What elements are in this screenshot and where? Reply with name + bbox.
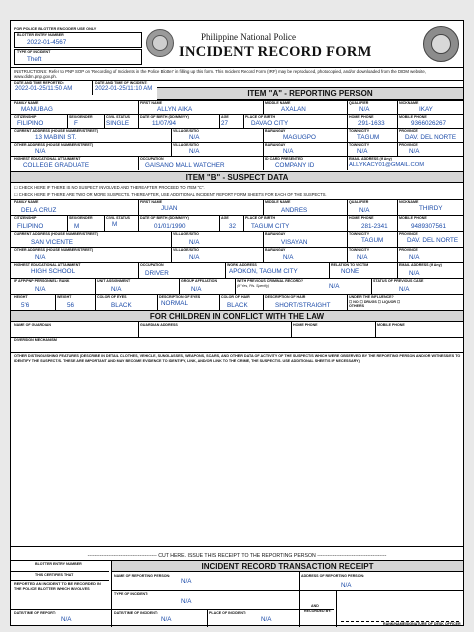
receipt-name: N/A xyxy=(181,578,192,585)
b-rank: N/A xyxy=(35,286,46,293)
didm-seal-icon xyxy=(423,26,459,62)
b-prev-case-label: STATUS OF PREVIOUS CASE xyxy=(373,279,424,283)
b-email-label: EMAIL ADDRESS (If Any) xyxy=(399,263,442,267)
receipt-and-label: AND xyxy=(311,604,319,608)
a-province-label: PROVINCE xyxy=(399,129,418,133)
blotter-entry-label: BLOTTER ENTRY NUMBER xyxy=(17,33,64,37)
receipt-type: N/A xyxy=(181,598,192,605)
a-middle-name-label: MIDDLE NAME xyxy=(265,101,291,105)
b-other-village-label: VILLAGE/SITIO xyxy=(173,248,199,252)
a-sex-label: SEX/GENDER xyxy=(69,115,93,119)
a-mobile-label: MOBILE PHONE xyxy=(399,115,427,119)
cicl-title: FOR CHILDREN IN CONFLICT WITH THE LAW xyxy=(11,310,463,322)
diversion-label: DIVERSION MECHANISM xyxy=(14,338,57,342)
distinguishing-features-label: OTHER DISTINGUISHING FEATURES (DESCRIBE IN DETAIL CLOTHES, VEHICLE, SUNGLASSES, WEAPONS, SCARS, AND OTHER DATA OF ACTIVITY OF THE SUSPECT/S WHICH WERE OBSERVED BY THE REPORTING PERSON AND/OR WITNESS/ES TO IDENTIFY THE SUSPECT/S. THESE ARE IMPORTANT AND MAY BECOME EVIDENCE TO IDENTIFY, LINK, AND/OR LINK TO THE CRIME, THE SUSPECT/S. USE ADDITIONAL SHEET/S IF NECESSARY) xyxy=(14,354,461,363)
a-current-address: 13 MABINI ST. xyxy=(35,134,77,141)
item-b-title: ITEM "B" - SUSPECT DATA xyxy=(11,171,463,183)
desk-officer-label: RANK/NAME/SIGNATURE OF DESK OFFICER xyxy=(383,622,461,626)
a-pob: DAVAO CITY xyxy=(251,120,289,127)
b-criminal-record-options[interactable]: (If Yes, Pls. Specify) xyxy=(237,284,270,288)
a-occupation: GAISANO MALL WATCHER xyxy=(145,162,225,169)
a-sex: F xyxy=(74,120,78,127)
date-incident-value: 2022-01-25/11:10 AM xyxy=(95,86,153,92)
a-id-card: COMPANY ID xyxy=(275,162,315,169)
b-influence-options[interactable]: ☐ NO ☐ DRUGS ☐ LIQUOR ☐ OTHERS xyxy=(349,300,401,309)
reported-text: REPORTED AN INCIDENT TO BE RECORDED IN THE POLICE BLOTTER WHICH INVOLVES xyxy=(14,582,101,591)
b-prev-case: N/A xyxy=(399,286,410,293)
a-home-phone: 291-1633 xyxy=(358,120,385,127)
b-family-name: DELA CRUZ xyxy=(21,207,57,214)
receipt-place-label: PLACE OF INCIDENT: xyxy=(209,611,246,615)
b-current-address: SAN VICENTE xyxy=(31,239,73,246)
cut-line: ---------------------------------------- CUT HERE. ISSUE THIS RECEIPT TO THE REPORTING PERSON ---------------------------------------- xyxy=(87,553,387,559)
b-criminal-record-label: WITH PREVIOUS CRIMINAL RECORD? xyxy=(237,279,304,283)
a-family-name: MANUBAG xyxy=(21,106,53,113)
receipt-report-dt-label: DATE/TIME OF REPORT: xyxy=(14,611,56,615)
b-first-name: JUAN xyxy=(161,205,178,212)
b-other-address-label: OTHER ADDRESS (HOUSE NUMBER/STREET) xyxy=(14,248,94,252)
date-incident-label: DATE AND TIME OF INCIDENT: xyxy=(95,81,148,85)
a-first-name-label: FIRST NAME xyxy=(140,101,162,105)
b-province-label: PROVINCE xyxy=(399,232,418,236)
a-other-address-label: OTHER ADDRESS (HOUSE NUMBER/STREET) xyxy=(14,143,94,147)
org-name: Philippine National Police xyxy=(201,32,296,42)
a-age-label: AGE xyxy=(221,115,229,119)
a-other-barangay-label: BARANGAY xyxy=(265,143,286,147)
b-influence-label: UNDER THE INFLUENCE? xyxy=(349,295,394,299)
a-id-card-label: ID CARD PRESENTED xyxy=(265,157,303,161)
b-qualifier: N/A xyxy=(359,207,370,214)
b-age: 32 xyxy=(229,223,237,230)
instructions: INSTRUCTIONS: Refer to PNP SOP on 'Recording of Incidents in the Police Blotter' in filling up this form. This Incident Record Form (IRF) may be reproduced, photocopied, and/or downloaded from the DIDM website, www.didm.pnp.gov.ph. xyxy=(14,69,426,79)
b-rank-label: IF AFP/PNP PERSONNEL: RANK xyxy=(14,279,70,283)
b-occupation: DRIVER xyxy=(145,270,169,277)
item-a-title: ITEM "A" - REPORTING PERSON xyxy=(157,87,463,100)
a-pob-label: PLACE OF BIRTH xyxy=(245,115,276,119)
a-other-village: N/A xyxy=(189,148,200,155)
a-education-label: HIGHEST EDUCATIONAL ATTAINMENT xyxy=(14,157,81,161)
b-eye-desc: NORMAL xyxy=(161,300,188,307)
receipt-address-label: ADDRESS OF REPORTING PERSON: xyxy=(301,574,365,578)
b-other-town-label: TOWN/CITY xyxy=(349,248,370,252)
a-other-village-label: VILLAGE/SITIO xyxy=(173,143,199,147)
certify-label: THIS CERTIFIES THAT xyxy=(35,573,74,577)
a-dob-label: DATE OF BIRTH (DD/MM/YY) xyxy=(140,115,189,119)
b-mobile-label: MOBILE PHONE xyxy=(399,216,427,220)
guardian-address-label: GUARDIAN ADDRESS xyxy=(140,323,178,327)
b-other-province: N/A xyxy=(409,254,420,261)
b-mobile: 9489307561 xyxy=(411,223,447,230)
a-middle-name: AXALAN xyxy=(281,106,306,113)
pnp-logo-icon xyxy=(146,29,174,57)
a-qualifier: N/A xyxy=(359,106,370,113)
b-village-label: VILLAGE/SITIO xyxy=(173,232,199,236)
b-province: DAV. DEL NORTE xyxy=(407,237,459,244)
b-other-barangay-label: BARANGAY xyxy=(265,248,286,252)
b-work-address-label: WORK ADDRESS xyxy=(227,263,257,267)
a-citizenship-label: CITIZENSHIP xyxy=(14,115,37,119)
b-unit-label: UNIT ASSIGNMENT xyxy=(97,279,131,283)
a-other-province: N/A xyxy=(409,148,420,155)
a-other-address: N/A xyxy=(35,148,46,155)
b-unit: N/A xyxy=(111,286,122,293)
b-nickname-label: NICKNAME xyxy=(399,200,419,204)
a-age: 27 xyxy=(221,120,229,127)
b-age-label: AGE xyxy=(221,216,229,220)
a-province: DAV. DEL NORTE xyxy=(405,134,457,141)
b-other-town: N/A xyxy=(357,254,368,261)
b-eye-color: BLACK xyxy=(111,302,132,309)
multiple-suspect-checkbox[interactable]: ☐ CHECK HERE IF THERE ARE TWO OR MORE SUSPECTS. THEREAFTER, USE ADDITIONAL INCIDENT REPORT FORM SHEETS FOR EACH OF THE SUSPECTS. xyxy=(14,192,327,197)
a-email-label: EMAIL ADDRESS (If Any) xyxy=(349,157,392,161)
b-eye-color-label: COLOR OF EYES xyxy=(97,295,127,299)
a-town-label: TOWN/CITY xyxy=(349,129,370,133)
a-first-name: ALLYN AIKA xyxy=(157,106,193,113)
no-suspect-checkbox[interactable]: ☐ CHECK HERE IF THERE IS NO SUSPECT INVOLVED AND THEREAFTER PROCEED TO ITEM "C". xyxy=(14,185,205,190)
b-pob: TAGUM CITY xyxy=(251,223,290,230)
b-sex: M xyxy=(74,223,80,230)
b-height-label: HEIGHT xyxy=(14,295,28,299)
incident-type-value: Theft xyxy=(27,56,42,63)
a-barangay: MAGUGPO xyxy=(283,134,316,141)
a-current-address-label: CURRENT ADDRESS (HOUSE NUMBER/STREET) xyxy=(14,129,99,133)
guardian-name-label: NAME OF GUARDIAN xyxy=(14,323,51,327)
a-mobile: 9366026267 xyxy=(411,120,447,127)
page-title: INCIDENT RECORD FORM xyxy=(179,44,372,60)
b-town-label: TOWN/CITY xyxy=(349,232,370,236)
a-village-label: VILLAGE/SITIO xyxy=(173,129,199,133)
a-email: ALLYKACY01@GMAIL.COM xyxy=(349,162,425,168)
b-hair-color-label: COLOR OF HAIR xyxy=(221,295,250,299)
a-other-town: N/A xyxy=(357,148,368,155)
incident-record-form xyxy=(10,20,464,626)
b-town: TAGUM xyxy=(361,237,384,244)
b-eye-desc-label: DESCRIPTION OF EYES xyxy=(159,295,201,299)
receipt-type-label: TYPE OF INCIDENT: xyxy=(114,592,149,596)
b-first-name-label: FIRST NAME xyxy=(140,200,162,204)
receipt-report-dt: N/A xyxy=(61,616,72,623)
b-dob: 01/01/1990 xyxy=(154,223,186,230)
b-work-address: APOKON, TAGUM CITY xyxy=(229,268,298,275)
encoder-use-only: FOR POLICE BLOTTER ENCODER USE ONLY xyxy=(14,27,97,31)
b-middle-name-label: MIDDLE NAME xyxy=(265,200,291,204)
date-reported-value: 2022-01-25/11:50 AM xyxy=(15,86,73,92)
a-citizenship: FILIPINO xyxy=(17,120,44,127)
a-other-barangay: N/A xyxy=(283,148,294,155)
b-citizenship: FILIPINO xyxy=(17,223,44,230)
receipt-address: N/A xyxy=(341,582,352,589)
b-sex-label: SEX/GENDER xyxy=(69,216,93,220)
b-other-province-label: PROVINCE xyxy=(399,248,418,252)
a-education: COLLEGE GRADUATE xyxy=(23,162,90,169)
receipt-name-label: NAME OF REPORTING PERSON: xyxy=(114,574,171,578)
a-family-name-label: FAMILY NAME xyxy=(14,101,39,105)
cicl-home-phone-label: HOME PHONE xyxy=(293,323,318,327)
b-dob-label: DATE OF BIRTH (DD/MM/YY) xyxy=(140,216,189,220)
b-other-address: N/A xyxy=(35,254,46,261)
receipt-blotter-label: BLOTTER ENTRY NUMBER xyxy=(35,562,82,566)
b-family-name-label: FAMILY NAME xyxy=(14,200,39,204)
a-town: TAGUM xyxy=(357,134,380,141)
b-education: HIGH SCHOOL xyxy=(31,268,76,275)
b-current-address-label: CURRENT ADDRESS (HOUSE NUMBER/STREET) xyxy=(14,232,99,236)
b-weight-label: WEIGHT xyxy=(57,295,72,299)
b-middle-name: ANDRES xyxy=(281,207,308,214)
a-occupation-label: OCCUPATION xyxy=(140,157,164,161)
receipt-place: N/A xyxy=(261,616,272,623)
blotter-entry-value: 2022-01-4567 xyxy=(27,39,67,46)
b-relation: NONE xyxy=(341,268,360,275)
b-nickname: THIRDY xyxy=(419,205,443,212)
b-education-label: HIGHEST EDUCATIONAL ATTAINMENT xyxy=(14,263,81,267)
b-occupation-label: OCCUPATION xyxy=(140,263,164,267)
b-citizenship-label: CITIZENSHIP xyxy=(14,216,37,220)
a-civil-status-label: CIVIL STATUS xyxy=(106,115,130,119)
b-group-label: GROUP AFFILIATION xyxy=(181,279,218,283)
b-relation-label: RELATION TO VICTIM xyxy=(331,263,369,267)
date-reported-label: DATE AND TIME REPORTED: xyxy=(14,81,64,85)
a-barangay-label: BARANGAY xyxy=(265,129,286,133)
a-village: N/A xyxy=(189,134,200,141)
b-civil-status: M xyxy=(112,221,118,228)
b-village: N/A xyxy=(189,239,200,246)
b-qualifier-label: QUALIFIER xyxy=(349,200,369,204)
a-civil-status: SINGLE xyxy=(106,120,130,127)
b-height: 5'6 xyxy=(21,302,30,309)
b-group: N/A xyxy=(191,286,202,293)
b-hair-color: BLACK xyxy=(227,302,248,309)
a-nickname-label: NICKNAME xyxy=(399,101,419,105)
b-weight: 56 xyxy=(67,302,75,309)
a-qualifier-label: QUALIFIER xyxy=(349,101,369,105)
a-home-phone-label: HOME PHONE xyxy=(349,115,374,119)
b-barangay-label: BARANGAY xyxy=(265,232,286,236)
incident-type-label: TYPE OF INCIDENT xyxy=(17,50,51,54)
b-home-phone-label: HOME PHONE xyxy=(349,216,374,220)
a-other-town-label: TOWN/CITY xyxy=(349,143,370,147)
receipt-incident-dt: N/A xyxy=(161,616,172,623)
b-pob-label: PLACE OF BIRTH xyxy=(245,216,276,220)
cicl-mobile-label: MOBILE PHONE xyxy=(377,323,405,327)
a-dob: 11/07/94 xyxy=(152,120,177,127)
a-nickname: IKAY xyxy=(419,106,433,113)
b-email: N/A xyxy=(409,270,420,277)
receipt-incident-dt-label: DATE/TIME OF INCIDENT: xyxy=(114,611,158,615)
b-other-barangay: N/A xyxy=(283,254,294,261)
b-hair-desc: SHORT/STRAIGHT xyxy=(275,302,331,309)
a-other-province-label: PROVINCE xyxy=(399,143,418,147)
b-barangay: VISAYAN xyxy=(281,239,308,246)
b-other-village: N/A xyxy=(189,254,200,261)
recorded-by-label: RECORDED BY: xyxy=(304,609,332,613)
b-hair-desc-label: DESCRIPTION OF HAIR xyxy=(265,295,306,299)
b-criminal-record: N/A xyxy=(329,283,340,290)
b-civil-status-label: CIVIL STATUS xyxy=(106,216,130,220)
b-home-phone: 281-2341 xyxy=(361,223,388,230)
receipt-title: INCIDENT RECORD TRANSACTION RECEIPT xyxy=(112,560,463,572)
